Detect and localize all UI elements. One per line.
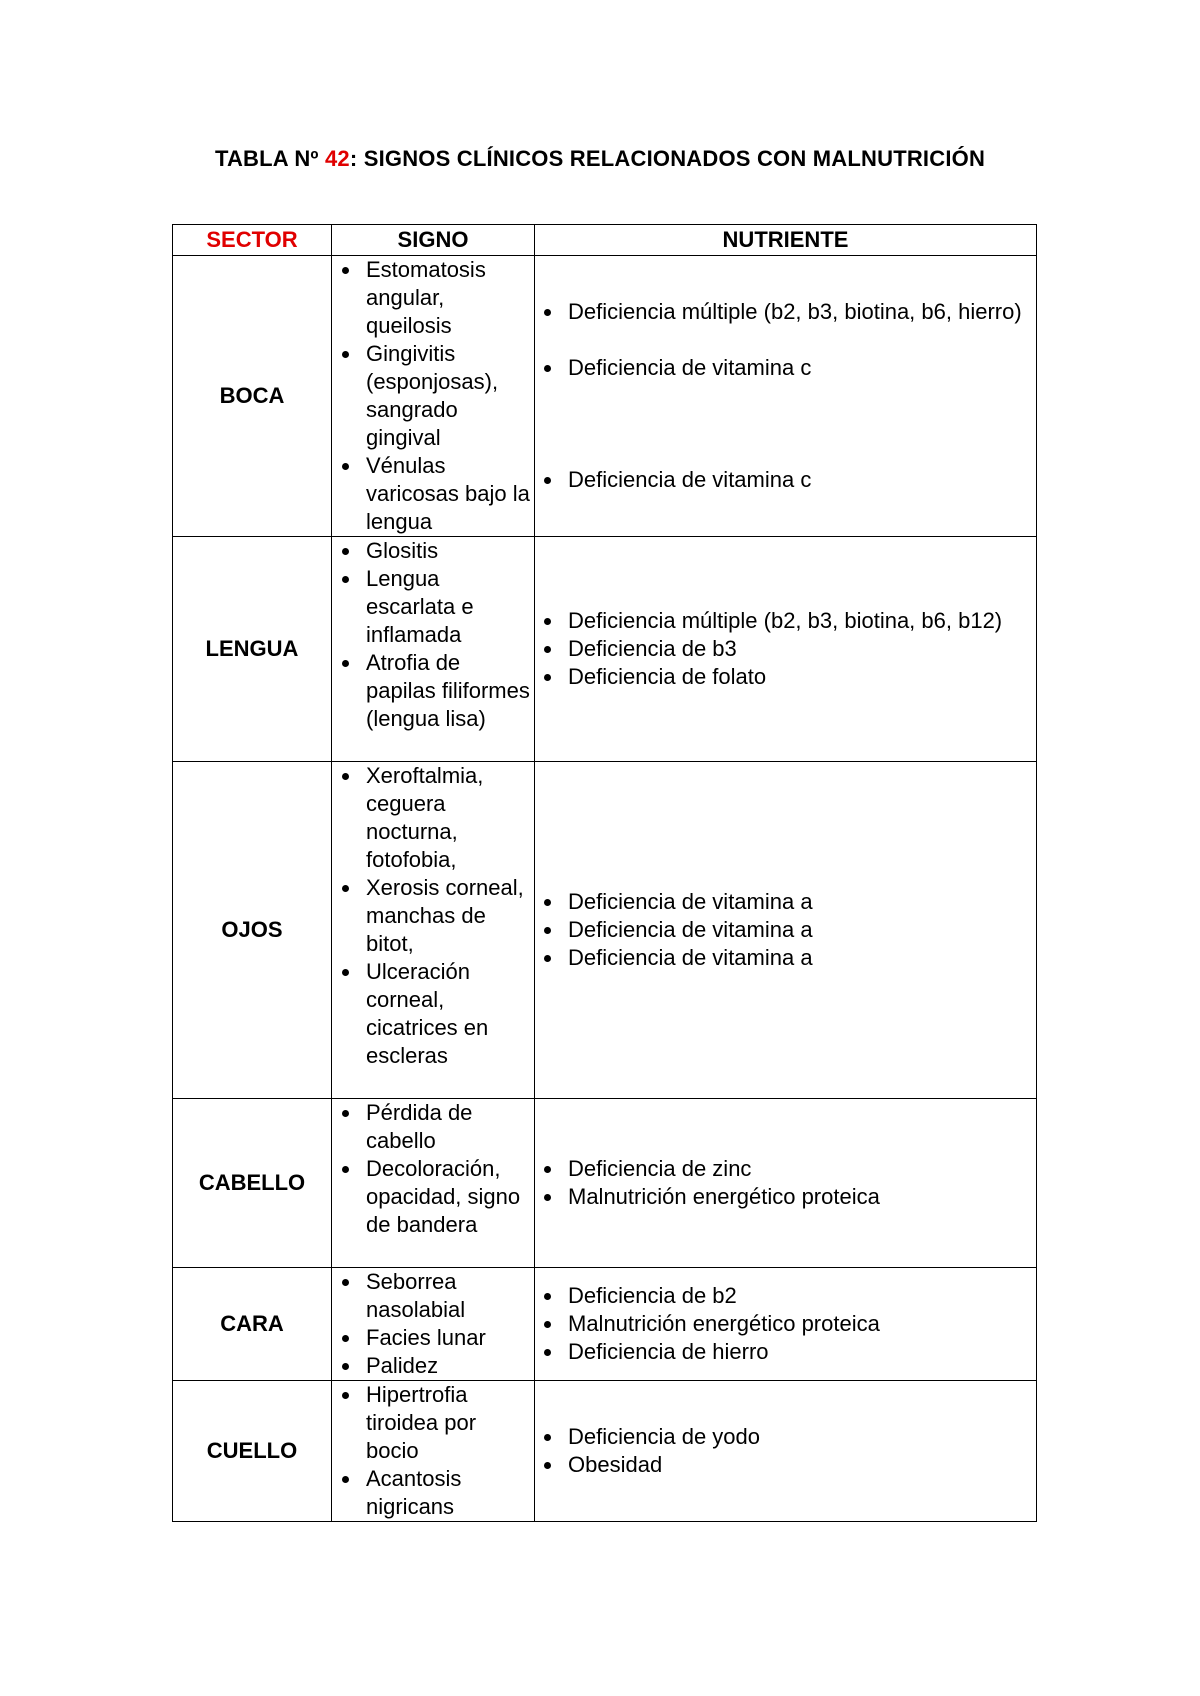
nutriente-cell (535, 1381, 1037, 1522)
list-item: Vénulas varicosas bajo la lengua (366, 452, 534, 536)
list-item: Lengua escarlata e inflamada (366, 565, 534, 649)
table-row (173, 1268, 1037, 1381)
list-item: Palidez (366, 1352, 534, 1380)
signo-cell (332, 537, 535, 762)
nutriente-cell (535, 537, 1037, 762)
list-item: Malnutrición energético proteica (568, 1183, 1036, 1211)
header-row (173, 225, 1037, 256)
list-item: Deficiencia de vitamina a (568, 944, 1036, 972)
list-item: Hipertrofia tiroidea por bocio (366, 1381, 534, 1465)
nutriente-cell (535, 762, 1037, 1099)
signo-cell (332, 1099, 535, 1268)
title-prefix: TABLA Nº (214, 146, 325, 171)
signo-list (332, 1381, 534, 1521)
list-item: Deficiencia de vitamina c (568, 354, 1036, 382)
list-item: Deficiencia de yodo (568, 1423, 1036, 1451)
nutriente-cell (535, 1099, 1037, 1268)
title-suffix: : SIGNOS CLÍNICOS RELACIONADOS CON MALNUTRICIÓN (349, 146, 986, 171)
signo-cell (332, 256, 535, 537)
list-item: Seborrea nasolabial (366, 1268, 534, 1324)
signs-table (172, 224, 1037, 1522)
table-number: 42 (324, 146, 350, 171)
nutriente-list (535, 298, 1036, 494)
list-item: Obesidad (568, 1451, 1036, 1479)
signo-cell (332, 762, 535, 1099)
list-item: Deficiencia de vitamina a (568, 916, 1036, 944)
signo-cell (332, 1268, 535, 1381)
list-item: Malnutrición energético proteica (568, 1310, 1036, 1338)
page-title (0, 146, 1200, 172)
signo-list (332, 537, 534, 733)
table-row (173, 762, 1037, 1099)
list-item: Decoloración, opacidad, signo de bandera (366, 1155, 534, 1239)
nutriente-cell (535, 256, 1037, 537)
list-item: Deficiencia de zinc (568, 1155, 1036, 1183)
list-item: Deficiencia de folato (568, 663, 1036, 691)
signo-list (332, 1099, 534, 1239)
list-item: Glositis (366, 537, 534, 565)
header-nutriente: NUTRIENTE (535, 225, 1037, 256)
list-item: Pérdida de cabello (366, 1099, 534, 1155)
sector-cell: CARA (173, 1268, 332, 1381)
list-item: Deficiencia múltiple (b2, b3, biotina, b6, hierro) (568, 298, 1036, 326)
list-item: Deficiencia de b2 (568, 1282, 1036, 1310)
nutriente-list (535, 1282, 1036, 1366)
table-row (173, 1099, 1037, 1268)
list-item: Deficiencia de hierro (568, 1338, 1036, 1366)
list-item: Facies lunar (366, 1324, 534, 1352)
signo-cell (332, 1381, 535, 1522)
list-item: Xerosis corneal, manchas de bitot, (366, 874, 534, 958)
nutriente-list (535, 607, 1036, 691)
sector-cell: CABELLO (173, 1099, 332, 1268)
sector-cell: CUELLO (173, 1381, 332, 1522)
signo-list (332, 256, 534, 536)
sector-cell: BOCA (173, 256, 332, 537)
nutriente-list (535, 888, 1036, 972)
header-sector: SECTOR (173, 225, 332, 256)
list-item: Ulceración corneal, cicatrices en escleras (366, 958, 534, 1070)
sector-cell: LENGUA (173, 537, 332, 762)
list-item: Deficiencia de vitamina c (568, 466, 1036, 494)
list-item: Acantosis nigricans (366, 1465, 534, 1521)
list-item: Xeroftalmia, ceguera nocturna, fotofobia, (366, 762, 534, 874)
list-item: Deficiencia de vitamina a (568, 888, 1036, 916)
list-item: Deficiencia de b3 (568, 635, 1036, 663)
table-row (173, 1381, 1037, 1522)
sector-cell: OJOS (173, 762, 332, 1099)
list-item: Atrofia de papilas filiformes (lengua lisa) (366, 649, 534, 733)
list-item: Gingivitis (esponjosas), sangrado gingival (366, 340, 534, 452)
signo-list (332, 762, 534, 1070)
list-item: Deficiencia múltiple (b2, b3, biotina, b6, b12) (568, 607, 1036, 635)
header-signo: SIGNO (332, 225, 535, 256)
nutriente-cell (535, 1268, 1037, 1381)
nutriente-list (535, 1423, 1036, 1479)
table-row (173, 537, 1037, 762)
nutriente-list (535, 1155, 1036, 1211)
list-item: Estomatosis angular, queilosis (366, 256, 534, 340)
table-row (173, 256, 1037, 537)
signo-list (332, 1268, 534, 1380)
